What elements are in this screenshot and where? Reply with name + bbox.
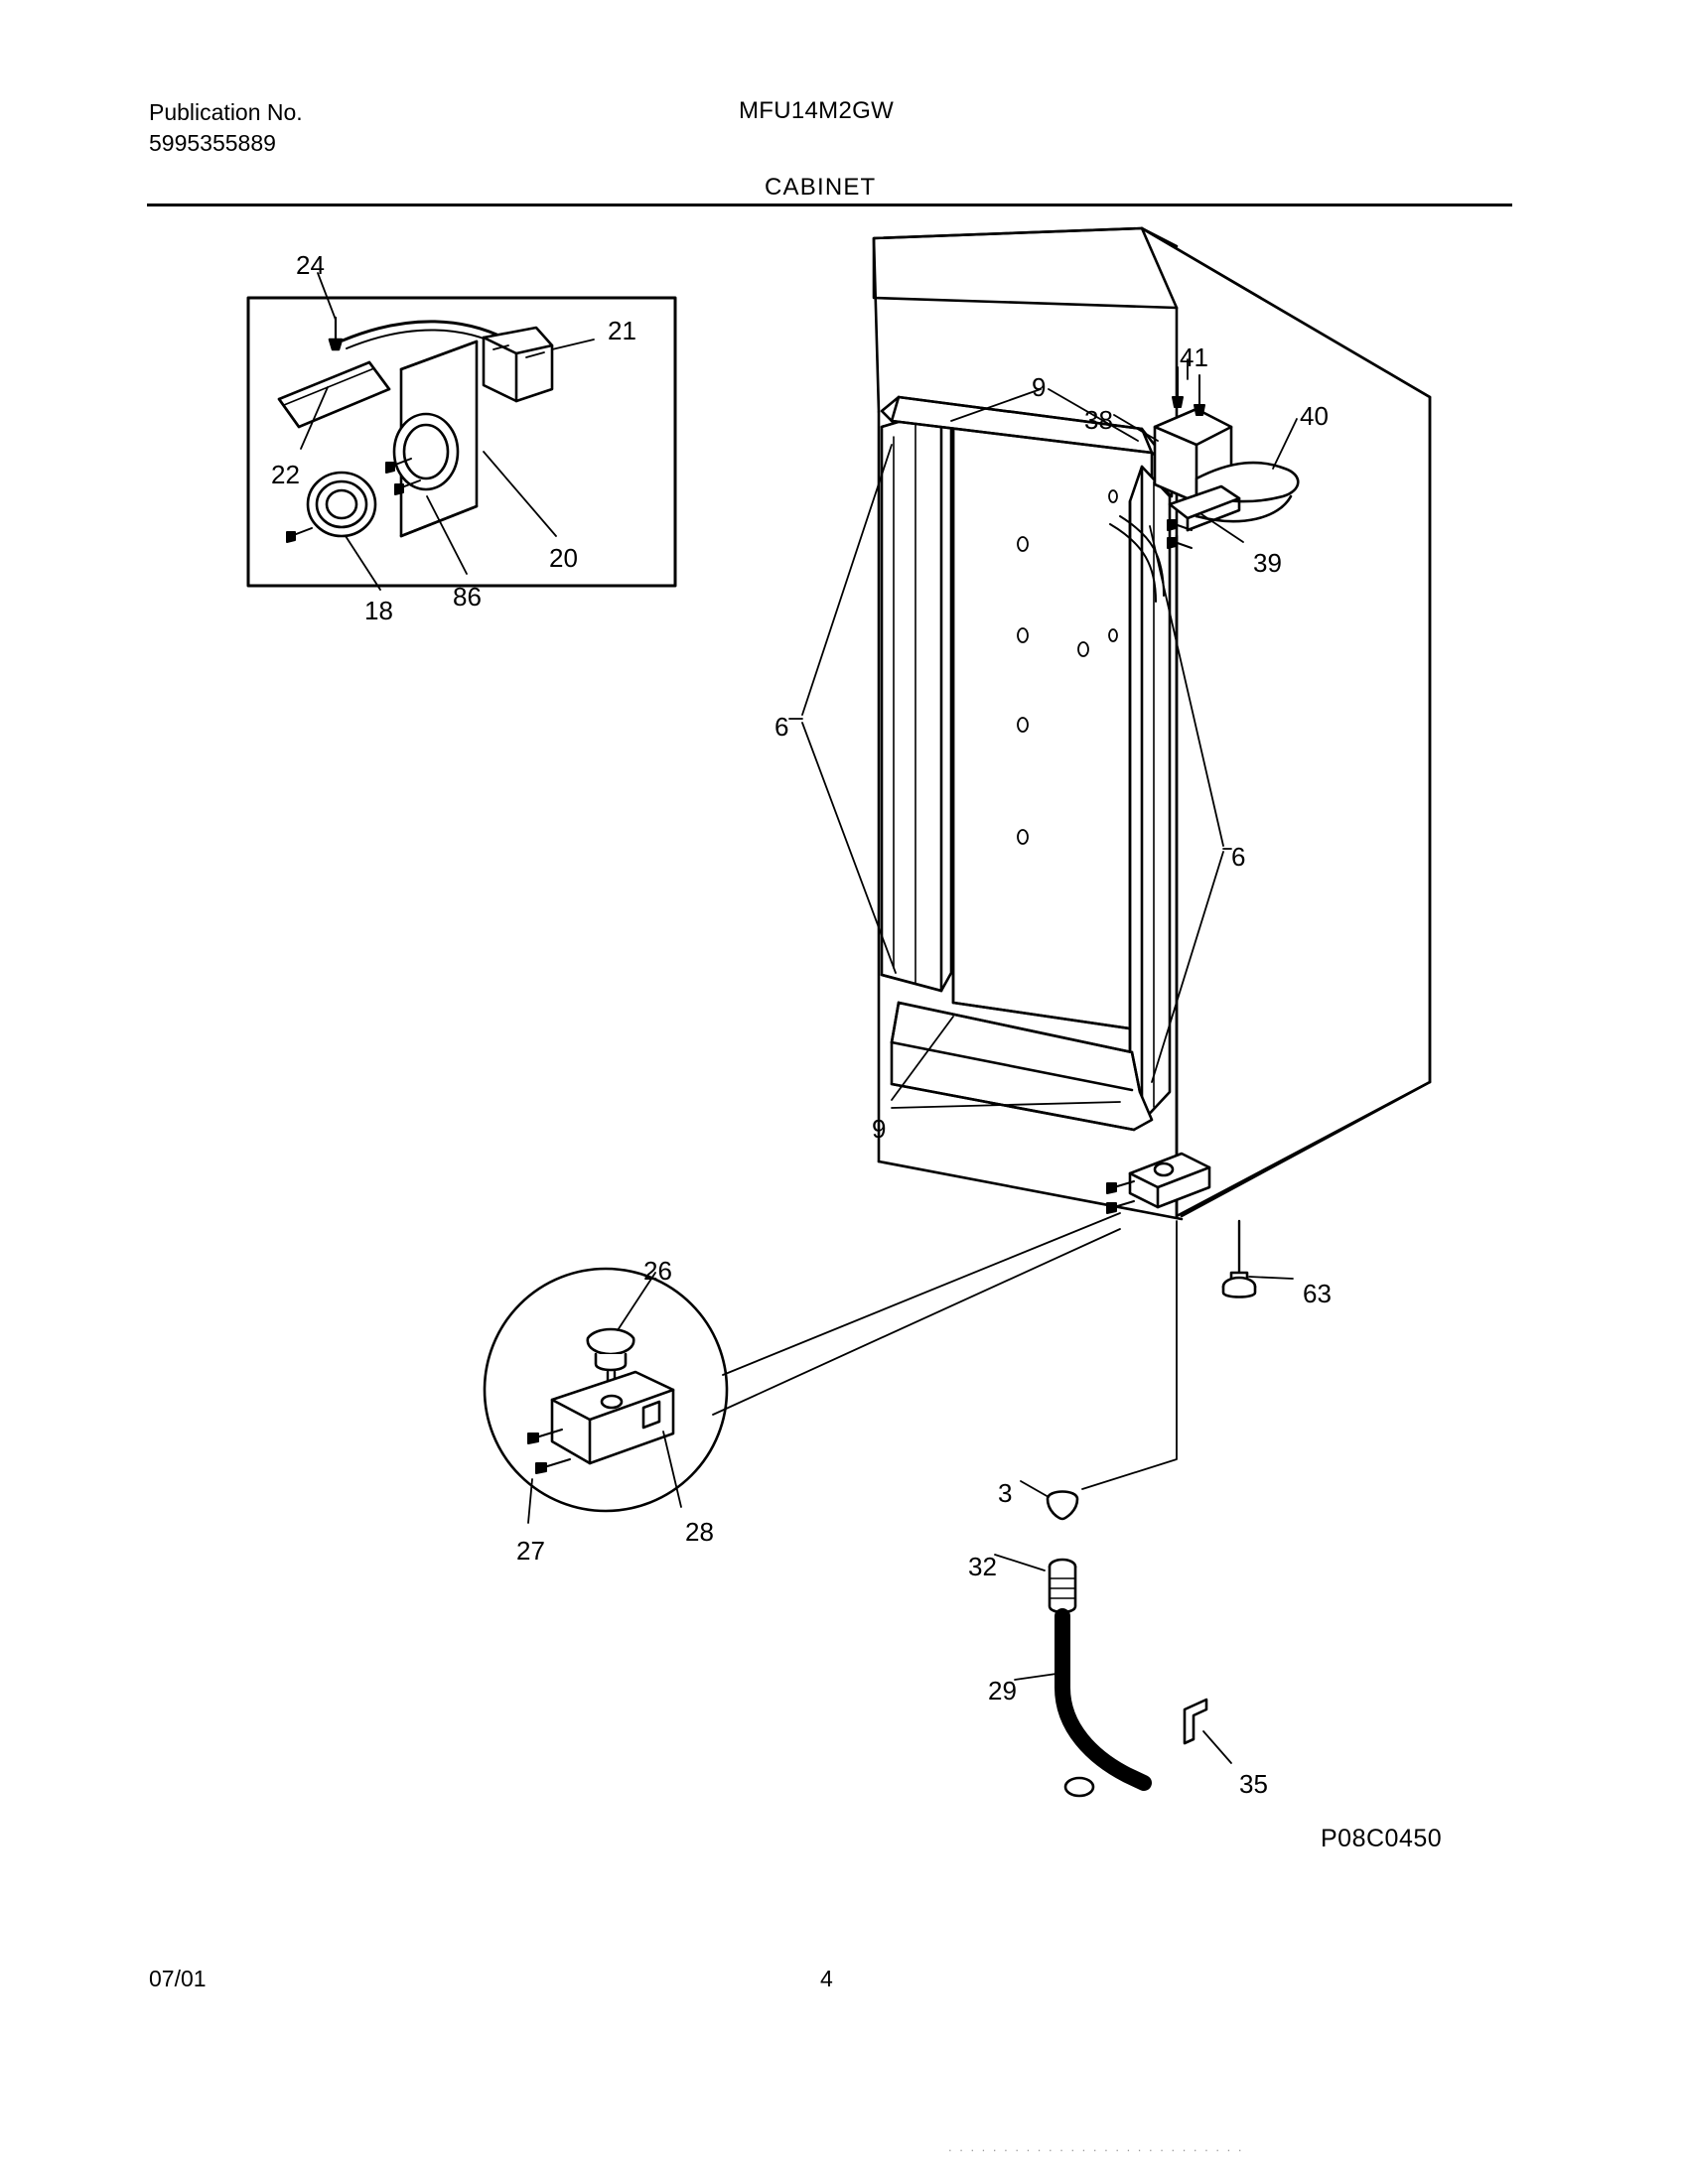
callout-29: 29 [988,1676,1017,1706]
callout-32: 32 [968,1552,997,1581]
callout-22: 22 [271,460,300,489]
footer-date: 07/01 [149,1966,207,1991]
callout-63: 63 [1303,1279,1332,1308]
callout-6-right: 6 [1231,842,1246,872]
callout-21: 21 [608,316,636,345]
callout-26: 26 [643,1256,672,1286]
callout-39: 39 [1253,548,1282,578]
callout-9-bottom: 9 [872,1114,887,1144]
callout-28: 28 [685,1517,714,1547]
callout-24: 24 [296,250,325,280]
callout-9-top: 9 [1032,372,1047,402]
figure-code: P08C0450 [1321,1825,1443,1852]
callout-35: 35 [1239,1769,1268,1799]
scan-artifact-dots: . . . . . . . . . . . . . . . . . . . . . . . . . . . [948,2139,1244,2153]
footer-page-number: 4 [820,1966,833,1991]
callout-27: 27 [516,1536,545,1566]
callout-18: 18 [364,596,393,625]
callout-41: 41 [1180,342,1208,372]
publication-number: 5995355889 [149,130,276,156]
callout-20: 20 [549,543,578,573]
callout-6-left: 6 [774,712,789,742]
callout-3: 3 [998,1478,1013,1508]
callout-38: 38 [1084,405,1113,435]
callout-86: 86 [453,582,482,612]
publication-label: Publication No. [149,99,303,125]
callout-40: 40 [1300,401,1329,431]
section-title: CABINET [765,174,877,201]
model-number: MFU14M2GW [739,97,895,124]
